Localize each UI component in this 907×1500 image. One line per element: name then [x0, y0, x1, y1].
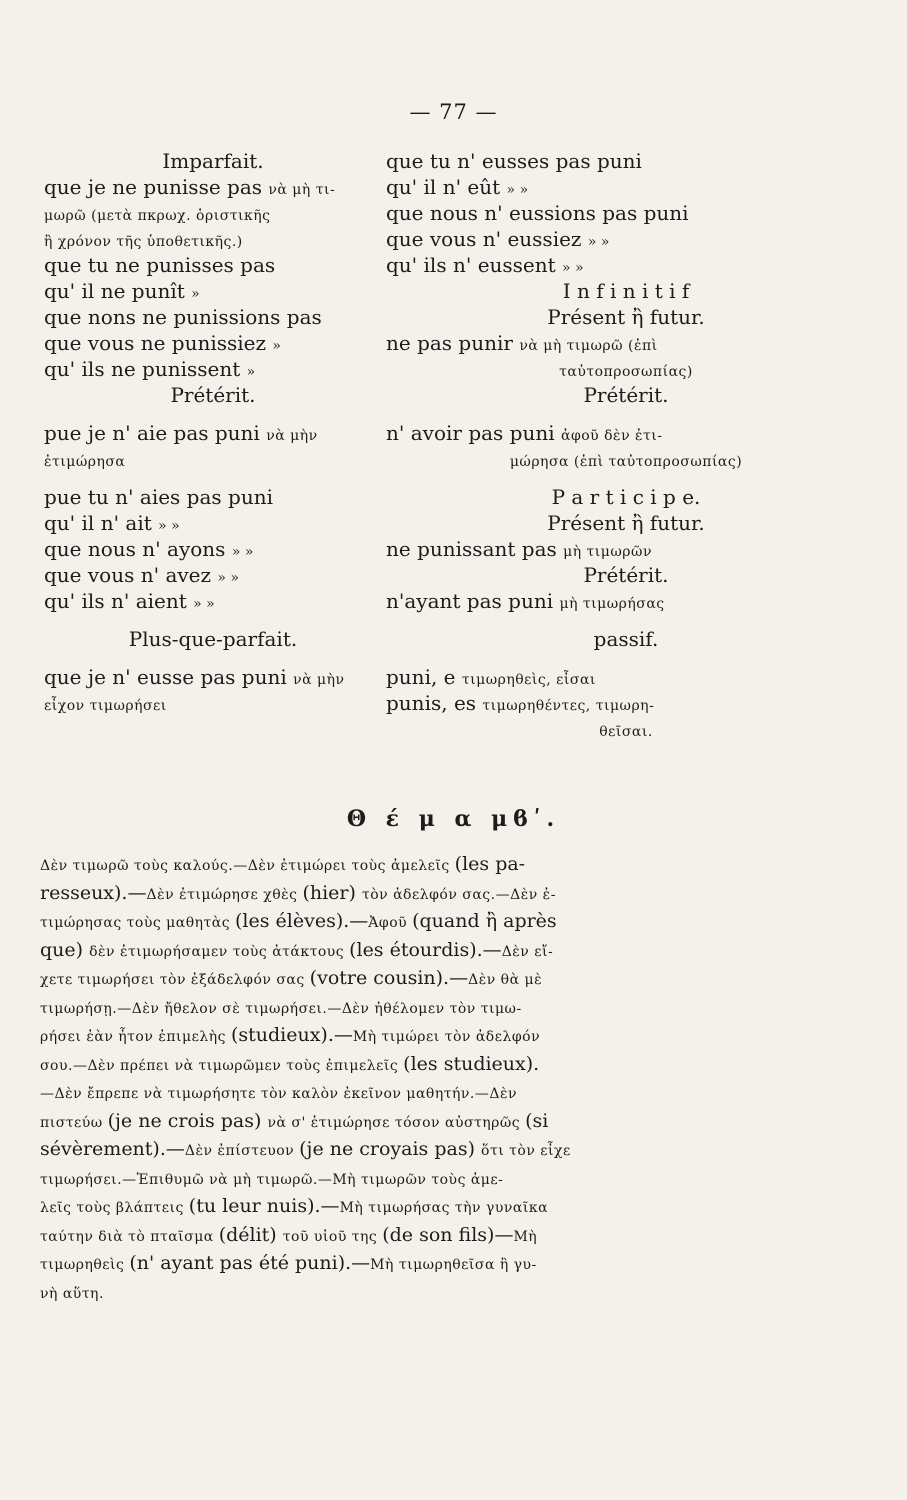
french-text: P a r t i c i p e.	[551, 485, 701, 509]
french-text: ne pas punir	[386, 331, 520, 355]
exercise-line	[40, 1050, 872, 1079]
greek-text: τιμωρήσει.—Ἐπιθυμῶ νὰ μὴ τιμωρῶ.—Μὴ τιμωρῶν τοὺς ἀμε-	[40, 1171, 504, 1188]
greek-text: τιμώρησας τοὺς μαθητὰς	[40, 915, 236, 931]
conjugation-line	[386, 330, 866, 356]
greek-text: νὰ μὴν	[293, 672, 345, 688]
french-text: pue je n' aie pas puni	[44, 421, 267, 445]
ditto-mark: » »	[587, 234, 610, 250]
greek-text: πιστεύω	[40, 1114, 108, 1131]
greek-text: μωρῶ (μετὰ πκρωχ. ὁριστικῆς	[44, 208, 271, 224]
french-text: (si	[525, 1109, 549, 1132]
french-text: (les élèves).—	[235, 910, 369, 932]
greek-text: τιμωρήσῃ.—Δὲν ἤθελον σὲ τιμωρήσει.—Δὲν ἠθέλομεν τὸν τιμω-	[40, 1000, 522, 1017]
section-heading	[44, 626, 382, 652]
french-text: (délit)	[218, 1223, 283, 1246]
conjugation-line	[44, 330, 382, 356]
greek-text: Δὲν θὰ μὲ	[468, 972, 543, 988]
conjugation-line	[44, 536, 382, 562]
greek-text: ἀφοῦ δὲν ἐτι-	[560, 428, 663, 444]
conjugation-line	[386, 536, 866, 562]
exercise-line	[40, 1192, 872, 1221]
exercise-line	[40, 1249, 872, 1278]
conjugation-line	[386, 226, 866, 252]
conjugation-line	[44, 446, 382, 472]
greek-text: τοῦ υἱοῦ της	[282, 1228, 383, 1245]
french-text: passif.	[593, 627, 659, 651]
right-column	[386, 148, 866, 742]
greek-text: Μὴ τιμωρηθεῖσα ἢ γυ-	[370, 1257, 537, 1273]
french-text: Prétérit.	[583, 383, 669, 407]
french-text: (n' ayant pas été puni).—	[129, 1252, 371, 1274]
section-heading	[386, 304, 866, 330]
section-heading	[386, 356, 866, 382]
conjugation-line	[386, 148, 866, 174]
french-text: (les studieux).	[403, 1052, 540, 1075]
ditto-mark: » »	[193, 596, 215, 612]
french-text: (quand ἢ après	[412, 910, 557, 932]
exercise-heading: Θ έ μ α μϐʹ.	[346, 806, 561, 832]
french-text: qu' ils ne punissent	[44, 357, 247, 381]
greek-text: τιμωρηθέντες, τιμωρη-	[482, 698, 655, 714]
french-text: punis, es	[386, 691, 483, 715]
conjugation-line	[44, 356, 382, 382]
french-text: Imparfait.	[162, 149, 264, 173]
french-text: Plus-que-parfait.	[128, 627, 298, 651]
conjugation-line	[44, 252, 382, 278]
conjugation-line	[44, 562, 382, 588]
section-heading	[386, 484, 866, 510]
french-text: (les étourdis).—	[349, 938, 502, 961]
french-text: n'ayant pas puni	[386, 589, 560, 613]
exercise-line	[40, 879, 872, 908]
greek-text: Δὲν ἐτιμώρησε χθὲς	[146, 886, 303, 903]
ditto-mark: » »	[158, 518, 180, 534]
section-heading	[386, 562, 866, 588]
ditto-mark: »	[246, 364, 256, 380]
conjugation-line	[44, 420, 382, 446]
french-text: resseux).—	[40, 881, 147, 904]
greek-text: ταύτην διὰ τὸ πταῖσμα	[40, 1228, 219, 1245]
greek-text: —Δὲν ἔπρεπε νὰ τιμωρήσητε τὸν καλὸν ἐκεῖνον μαθητήν.—Δὲν	[40, 1086, 517, 1102]
conjugation-line	[44, 304, 382, 330]
french-text: (studieux).—	[230, 1024, 353, 1046]
exercise-line	[40, 993, 872, 1022]
conjugation-line	[44, 174, 382, 200]
french-text: puni, e	[386, 665, 462, 689]
exercise-line	[40, 1164, 872, 1193]
ditto-mark: »	[191, 286, 200, 302]
greek-text: δὲν ἐτιμωρήσαμεν τοὺς ἀτάκτους	[89, 943, 350, 960]
section-heading	[386, 716, 866, 742]
french-text: (de son fils)—	[382, 1223, 514, 1246]
french-text: que vous n' eussiez	[386, 227, 588, 251]
greek-text: Μὴ τιμωρήσας τὴν γυναῖκα	[339, 1200, 549, 1216]
french-text: que)	[40, 938, 90, 961]
greek-text: τιμωρηθεὶς, εἶσαι	[461, 672, 596, 688]
exercise-line	[40, 964, 872, 993]
greek-text: μὴ τιμωρῶν	[563, 544, 652, 560]
greek-text: χετε τιμωρήσει τὸν ἐξάδελφόν σας	[40, 972, 310, 988]
french-text: n' avoir pas puni	[386, 421, 561, 445]
french-text: qu' il n' eût	[386, 175, 507, 199]
exercise-line	[40, 1135, 872, 1164]
exercise-line	[40, 907, 872, 936]
exercise-line	[40, 936, 872, 965]
french-text: que vous ne punissiez	[44, 331, 273, 355]
french-text: que nous n' eussions pas puni	[386, 201, 689, 225]
greek-text: τιμωρηθεὶς	[40, 1257, 130, 1273]
french-text: sévèrement).—	[40, 1138, 185, 1160]
french-text: (hier)	[302, 881, 362, 904]
conjugation-line	[386, 588, 866, 614]
french-text: (je ne crois pas)	[107, 1109, 268, 1132]
french-text: qu' il n' ait	[44, 511, 159, 535]
greek-text: σου.—Δὲν πρέπει νὰ τιμωρῶμεν τοὺς ἐπιμελεῖς	[40, 1057, 404, 1074]
greek-text: τὸν ἀδελφόν σας.—Δὲν ἐ-	[361, 886, 556, 903]
conjugation-line	[386, 690, 866, 716]
greek-text: Δὲν τιμωρῶ τοὺς καλούς.—Δὲν ἐτιμώρει τοὺς ἀμελεῖς	[40, 858, 455, 874]
greek-text: Δὲν ἐπίστευον	[184, 1143, 300, 1159]
greek-text: Μὴ	[513, 1228, 538, 1245]
section-heading	[386, 278, 866, 304]
ditto-mark: »	[272, 338, 281, 354]
greek-text: Δὲν εἴ-	[501, 943, 554, 960]
section-heading	[386, 626, 866, 652]
french-text: (votre cousin).—	[309, 967, 469, 989]
greek-text: λεῖς τοὺς βλάπτεις	[40, 1200, 189, 1216]
conjugation-line	[44, 588, 382, 614]
greek-text: ὅτι τὸν εἶχε	[481, 1143, 571, 1159]
greek-text: θεῖσαι.	[599, 724, 653, 740]
greek-text: νὰ σ' ἐτιμώρησε τόσον αὐστηρῶς	[267, 1114, 526, 1131]
page-number: — 77 —	[409, 100, 498, 124]
conjugation-line	[386, 664, 866, 690]
exercise-line	[40, 1078, 872, 1107]
french-text: que nous n' ayons	[44, 537, 232, 561]
french-text: Prétérit.	[583, 563, 669, 587]
section-heading	[386, 510, 866, 536]
greek-text: Μὴ τιμώρει τὸν ἀδελφόν	[352, 1029, 541, 1045]
greek-text: μὴ τιμωρήσας	[559, 596, 665, 612]
conjugation-line	[386, 174, 866, 200]
exercise-text	[40, 850, 872, 1306]
conjugation-line	[44, 226, 382, 252]
ditto-mark: » »	[231, 544, 254, 560]
french-text: Présent ἢ futur.	[547, 511, 705, 535]
french-text: (tu leur nuis).—	[188, 1195, 340, 1217]
section-heading	[386, 446, 866, 472]
french-text: que tu n' eusses pas puni	[386, 149, 642, 173]
conjugation-line	[44, 690, 382, 716]
exercise-line	[40, 1021, 872, 1050]
ditto-mark: » »	[217, 570, 240, 586]
conjugation-line	[386, 252, 866, 278]
french-text: ne punissant pas	[386, 537, 564, 561]
french-text: que tu ne punisses pas	[44, 253, 276, 277]
french-text: que je ne punisse pas	[44, 175, 269, 199]
french-text: I n f i n i t i f	[562, 279, 690, 303]
greek-text: νὴ αὕτη.	[40, 1285, 104, 1302]
french-text: que nons ne punissions pas	[44, 305, 322, 329]
french-text: que vous n' avez	[44, 563, 218, 587]
greek-text: Ἀφοῦ	[368, 915, 413, 931]
french-text: pue tu n' aies pas puni	[44, 485, 273, 509]
conjugation-line	[44, 664, 382, 690]
exercise-line	[40, 1107, 872, 1136]
greek-text: νὰ μὴ τιμωρῶ (ἐπὶ	[519, 338, 658, 354]
conjugation-line	[386, 420, 866, 446]
conjugation-line	[44, 484, 382, 510]
french-text: (je ne croyais pas)	[299, 1138, 482, 1160]
french-text: (les pa-	[454, 853, 526, 875]
exercise-line	[40, 1278, 872, 1307]
french-text: qu' il ne punît	[44, 279, 192, 303]
french-text: qu' ils n' eussent	[386, 253, 563, 277]
french-text: qu' ils n' aient	[44, 589, 194, 613]
conjugation-line	[386, 200, 866, 226]
greek-text: νὰ μὴ τι-	[268, 182, 336, 198]
greek-text: ἢ χρόνον τῆς ὑποθετικῆς.)	[44, 234, 243, 250]
ditto-mark: » »	[506, 182, 529, 198]
ditto-mark: » »	[562, 260, 584, 276]
greek-text: ταὐτοπροσωπίας)	[559, 364, 693, 380]
greek-text: ἐτιμώρησα	[44, 454, 126, 470]
section-heading	[386, 382, 866, 408]
french-text: Présent ἢ futur.	[547, 305, 705, 329]
section-heading	[44, 382, 382, 408]
greek-text: μώρησα (ἐπὶ ταὐτοπροσωπίας)	[509, 454, 743, 470]
conjugation-line	[44, 510, 382, 536]
french-text: Prétérit.	[170, 383, 256, 407]
left-column	[44, 148, 382, 716]
section-heading	[44, 148, 382, 174]
conjugation-line	[44, 278, 382, 304]
french-text: que je n' eusse pas puni	[44, 665, 294, 689]
exercise-line	[40, 850, 872, 879]
exercise-line	[40, 1221, 872, 1250]
conjugation-line	[44, 200, 382, 226]
greek-text: νὰ μὴν	[266, 428, 318, 444]
greek-text: εἶχον τιμωρήσει	[44, 698, 167, 714]
greek-text: ρήσει ἐὰν ἦτον ἐπιμελὴς	[40, 1029, 231, 1045]
